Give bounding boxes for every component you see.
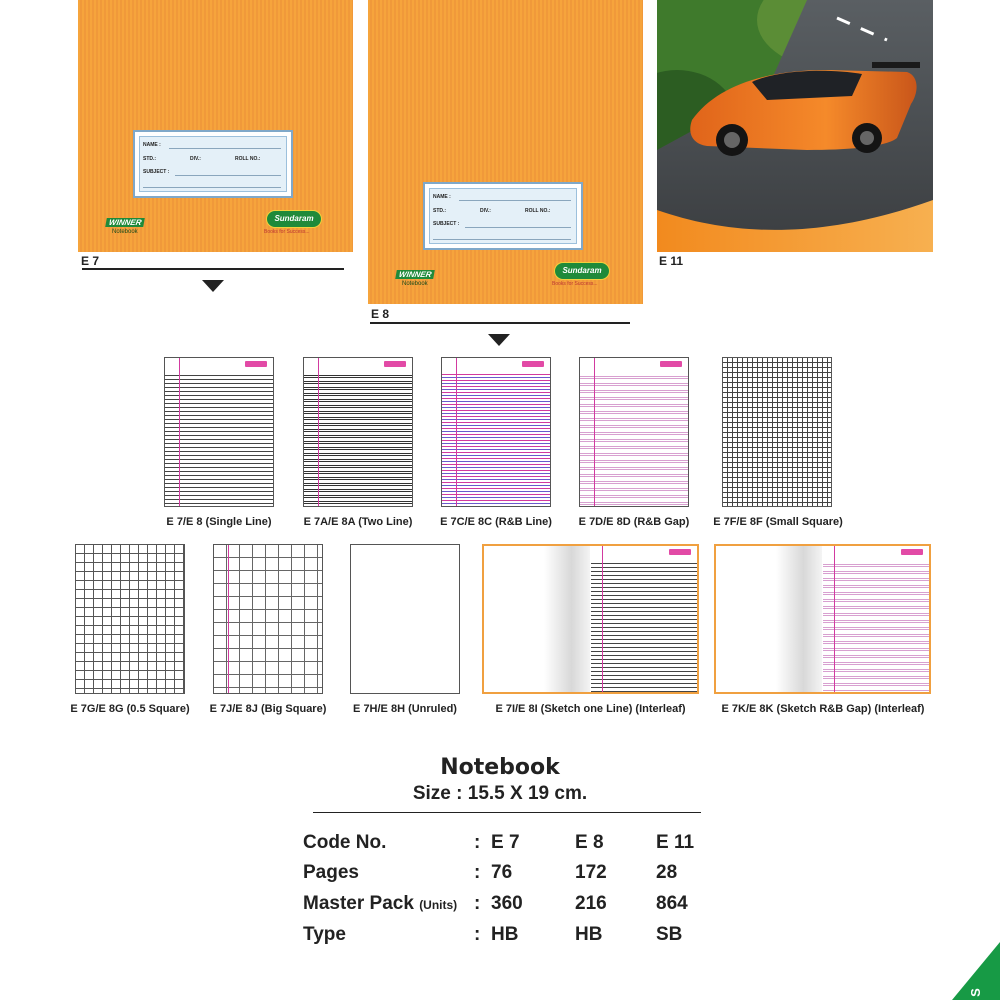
cover-code-e7: E 7 [81,254,100,268]
caption-sketch-one-line: E 7I/E 8I (Sketch one Line) (Interleaf) [495,703,686,715]
spec-value: SB [656,924,683,945]
product-title: Notebook [440,755,560,780]
brand-mini-logo [669,549,691,555]
cover-e8 [368,0,643,304]
spec-value: 216 [575,893,607,914]
spec-value: 864 [656,893,688,914]
spec-value: 28 [656,862,678,883]
cover-e7 [78,0,353,252]
car-photo [657,0,933,252]
label-name: NAME : [433,194,451,200]
label-std: STD.: [433,208,447,214]
name-label-box [133,130,293,198]
spec-colon: : [474,893,481,914]
spec-divider [313,812,701,813]
product-size: Size : 15.5 X 19 cm. [412,783,588,804]
divider-rule [370,322,630,324]
spec-value: E 8 [575,832,604,853]
label-std: STD.: [143,156,157,162]
caption-half-square: E 7G/E 8G (0.5 Square) [70,703,190,715]
spec-value: E 7 [491,832,520,853]
caption-rb-gap: E 7D/E 8D (R&B Gap) [578,516,690,528]
label-div: DIV.: [480,208,491,214]
label-roll: ROLL NO.: [525,208,551,214]
spec-value: 76 [491,862,513,883]
sundaram-logo: Sundaram [554,262,610,280]
sample-two-line [303,357,413,507]
sample-rb-line [441,357,551,507]
spec-value: HB [575,924,603,945]
sample-small-square [722,357,832,507]
winner-logo: WINNER [395,270,435,279]
label-name: NAME : [143,142,161,148]
arrow-down-icon [202,280,224,292]
sample-unruled [350,544,460,694]
spec-label-note: (Units) [419,898,458,912]
label-subject: SUBJECT : [143,169,170,175]
sample-sketch-rb-gap [714,544,931,694]
caption-small-square: E 7F/E 8F (Small Square) [713,516,843,528]
label-roll: ROLL NO.: [235,156,261,162]
name-label-box [423,182,583,250]
label-div: DIV.: [190,156,201,162]
arrow-down-icon [488,334,510,346]
spec-label-text: Master Pack [303,893,414,914]
caption-big-square: E 7J/E 8J (Big Square) [209,703,327,715]
cover-code-e11: E 11 [659,254,684,268]
spec-value: E 11 [656,832,695,853]
caption-two-line: E 7A/E 8A (Two Line) [303,516,413,528]
spec-label-pages: Pages [303,862,359,883]
winner-sub: Notebook [112,229,138,235]
section-tab-letter: S [968,988,984,997]
sundaram-tagline: Books for Success... [552,281,598,287]
cover-e11 [657,0,933,252]
label-subject: SUBJECT : [433,221,460,227]
spec-value: 172 [575,862,607,883]
spec-colon: : [474,924,481,945]
spec-label-master-pack [303,893,457,915]
caption-single-line: E 7/E 8 (Single Line) [166,516,272,528]
sample-half-square [75,544,185,694]
spec-value: HB [491,924,519,945]
spec-label-type: Type [303,924,346,945]
caption-rb-line: E 7C/E 8C (R&B Line) [440,516,552,528]
spec-value: 360 [491,893,523,914]
spec-colon: : [474,862,481,883]
winner-sub: Notebook [402,281,428,287]
sample-rb-gap [579,357,689,507]
brand-mini-logo [901,549,923,555]
sample-single-line [164,357,274,507]
sundaram-logo: Sundaram [266,210,322,228]
divider-rule [82,268,344,270]
sample-big-square [213,544,323,694]
brand-mini-logo [660,361,682,367]
spec-colon: : [474,832,481,853]
winner-logo: WINNER [105,218,145,227]
sundaram-tagline: Books for Success... [264,229,310,235]
spec-label-code: Code No. [303,832,387,853]
cover-code-e8: E 8 [371,307,390,321]
caption-sketch-rb-gap: E 7K/E 8K (Sketch R&B Gap) (Interleaf) [721,703,925,715]
sample-sketch-one-line [482,544,699,694]
brand-mini-logo [245,361,267,367]
brand-mini-logo [522,361,544,367]
caption-unruled: E 7H/E 8H (Unruled) [353,703,457,715]
brand-mini-logo [384,361,406,367]
